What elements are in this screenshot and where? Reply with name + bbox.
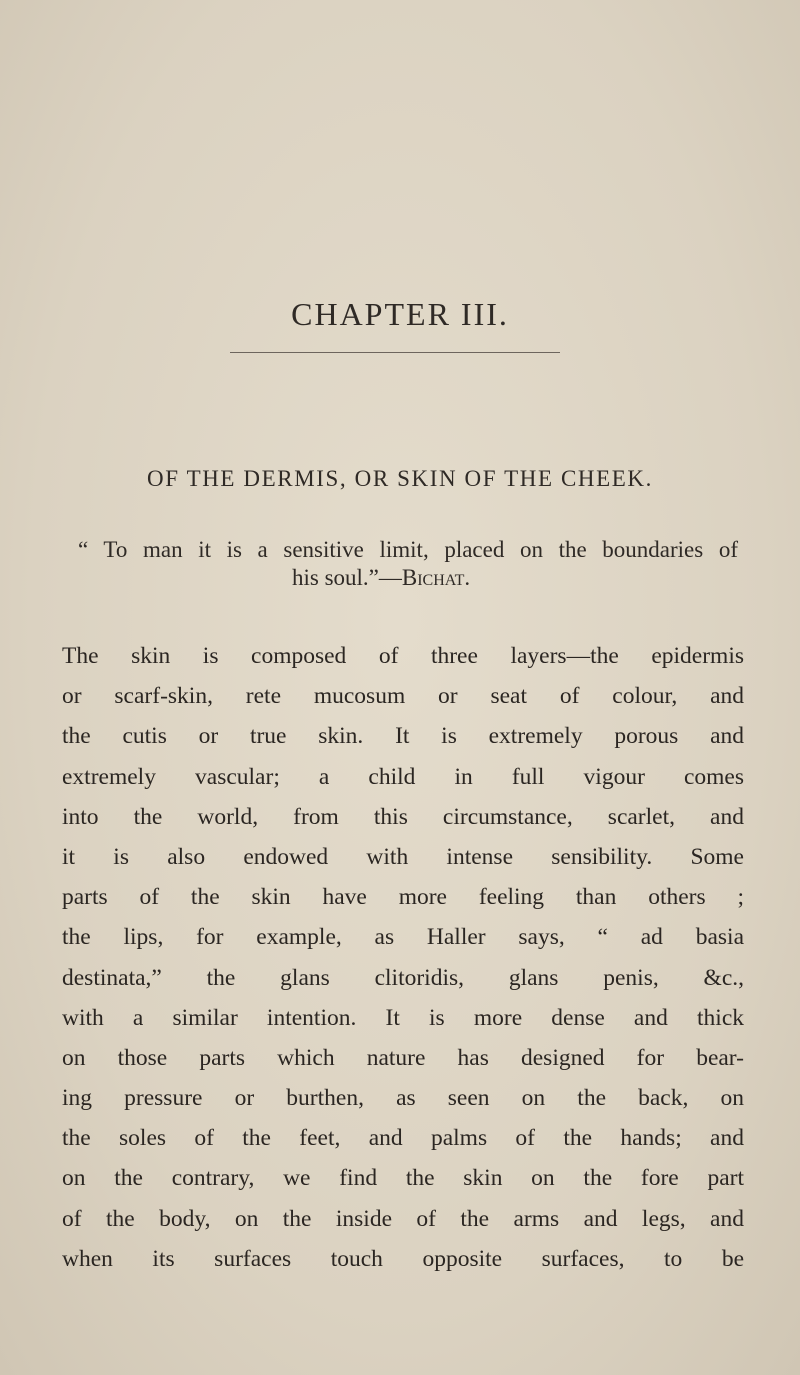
- body-line: or scarf-skin, rete mucosum or seat of colour, and: [62, 683, 744, 710]
- epigraph-attribution: Bichat.: [401, 565, 471, 590]
- epigraph-line-2-text: his soul.”—: [292, 565, 402, 590]
- body-line: the lips, for example, as Haller says, “ ad basia: [62, 924, 744, 951]
- body-line: with a similar intention. It is more dense and thick: [62, 1004, 744, 1031]
- epigraph-line-2: [78, 564, 738, 592]
- body-line: extremely vascular; a child in full vigour comes: [62, 763, 744, 790]
- body-line: the cutis or true skin. It is extremely porous and: [62, 723, 744, 750]
- body-line: ing pressure or burthen, as seen on the back, on: [62, 1085, 744, 1112]
- body-line: The skin is composed of three layers—the epidermis: [62, 643, 744, 669]
- chapter-title: CHAPTER III.: [291, 296, 509, 332]
- body-paragraph: [62, 636, 744, 1279]
- section-heading: OF THE DERMIS, OR SKIN OF THE CHEEK.: [147, 466, 653, 491]
- body-line: the soles of the feet, and palms of the hands; and: [62, 1125, 744, 1152]
- body-line: when its surfaces touch opposite surfaces, to be: [62, 1245, 744, 1272]
- epigraph: [78, 536, 738, 592]
- body-line: destinata,” the glans clitoridis, glans penis, &c.,: [62, 964, 744, 991]
- epigraph-line-1: “ To man it is a sensitive limit, placed on the boundaries of: [78, 537, 738, 562]
- body-line: it is also endowed with intense sensibility. Some: [62, 843, 744, 870]
- body-line: parts of the skin have more feeling than others ;: [62, 884, 744, 911]
- body-line: of the body, on the inside of the arms and legs, and: [62, 1205, 744, 1232]
- body-line: into the world, from this circumstance, scarlet, and: [62, 803, 744, 830]
- body-line: on those parts which nature has designed for bear-: [62, 1044, 744, 1071]
- title-rule: [230, 352, 560, 353]
- body-line: on the contrary, we find the skin on the fore part: [62, 1165, 744, 1192]
